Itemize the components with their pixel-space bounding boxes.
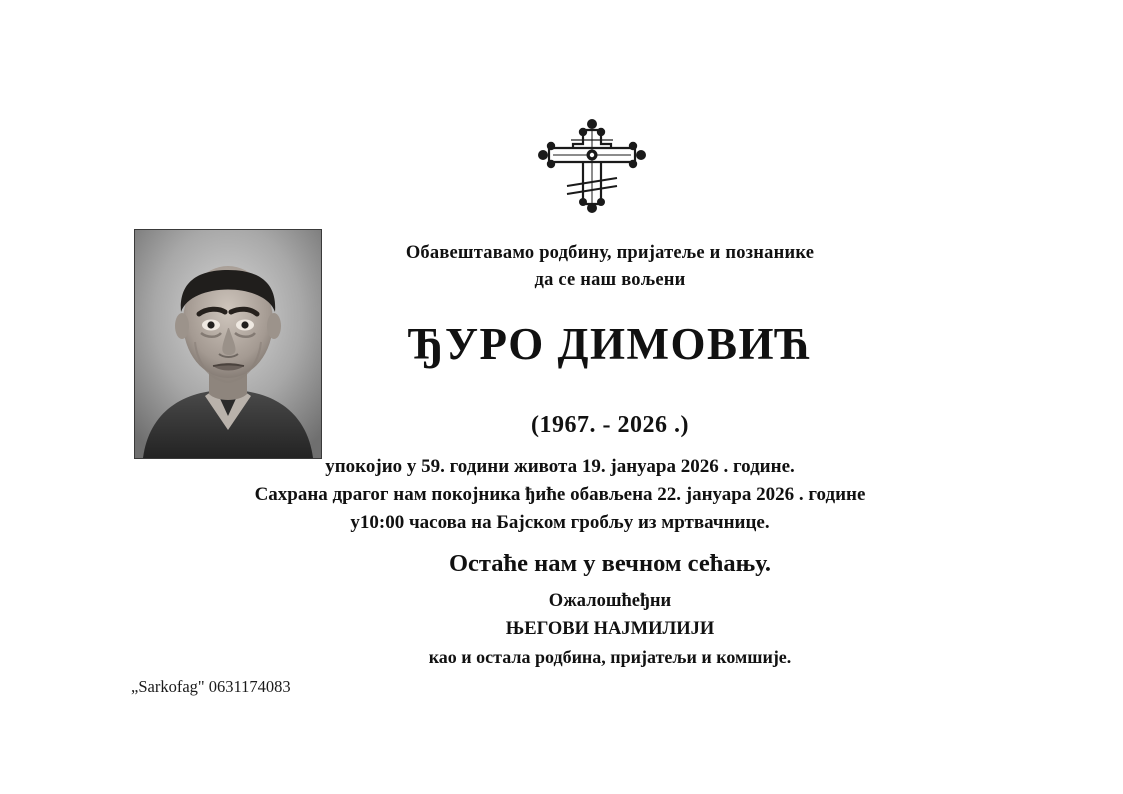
funeral-details	[120, 453, 1000, 537]
detail-line-3: у10:00 часова на Бајском гробљу из мртвачнице.	[350, 512, 770, 534]
provider-footer: „Sarkofag" 0631174083	[131, 677, 291, 696]
mourners-block	[300, 588, 920, 671]
announcement-line-2: да се наш вољени	[534, 269, 686, 290]
announcement-text	[350, 240, 870, 294]
detail-line-2: Сахрана драгог нам покојника ђиће обављена 22. јануара 2026 . године	[254, 484, 866, 506]
orthodox-cross-icon	[527, 108, 657, 218]
mourners-line-2: ЊЕГОВИ НАЈМИЛИЈИ	[505, 618, 715, 639]
life-years: (1967. - 2026 .)	[531, 412, 689, 438]
deceased-name: ЂУРО ДИМОВИЋ	[407, 319, 813, 369]
mourners-line-3: као и остала родбина, пријатељи и комшије.	[428, 646, 792, 667]
detail-line-1: упокојио у 59. години живота 19. јануара 2026 . године.	[325, 456, 795, 477]
deceased-portrait-photo	[134, 229, 322, 459]
announcement-line-1: Обавештавамо родбину, пријатеље и познанике	[405, 243, 815, 263]
memory-text: Остаће нам у вечном сећању.	[448, 550, 772, 577]
mourners-line-1: Ожалошћеђни	[548, 591, 672, 611]
